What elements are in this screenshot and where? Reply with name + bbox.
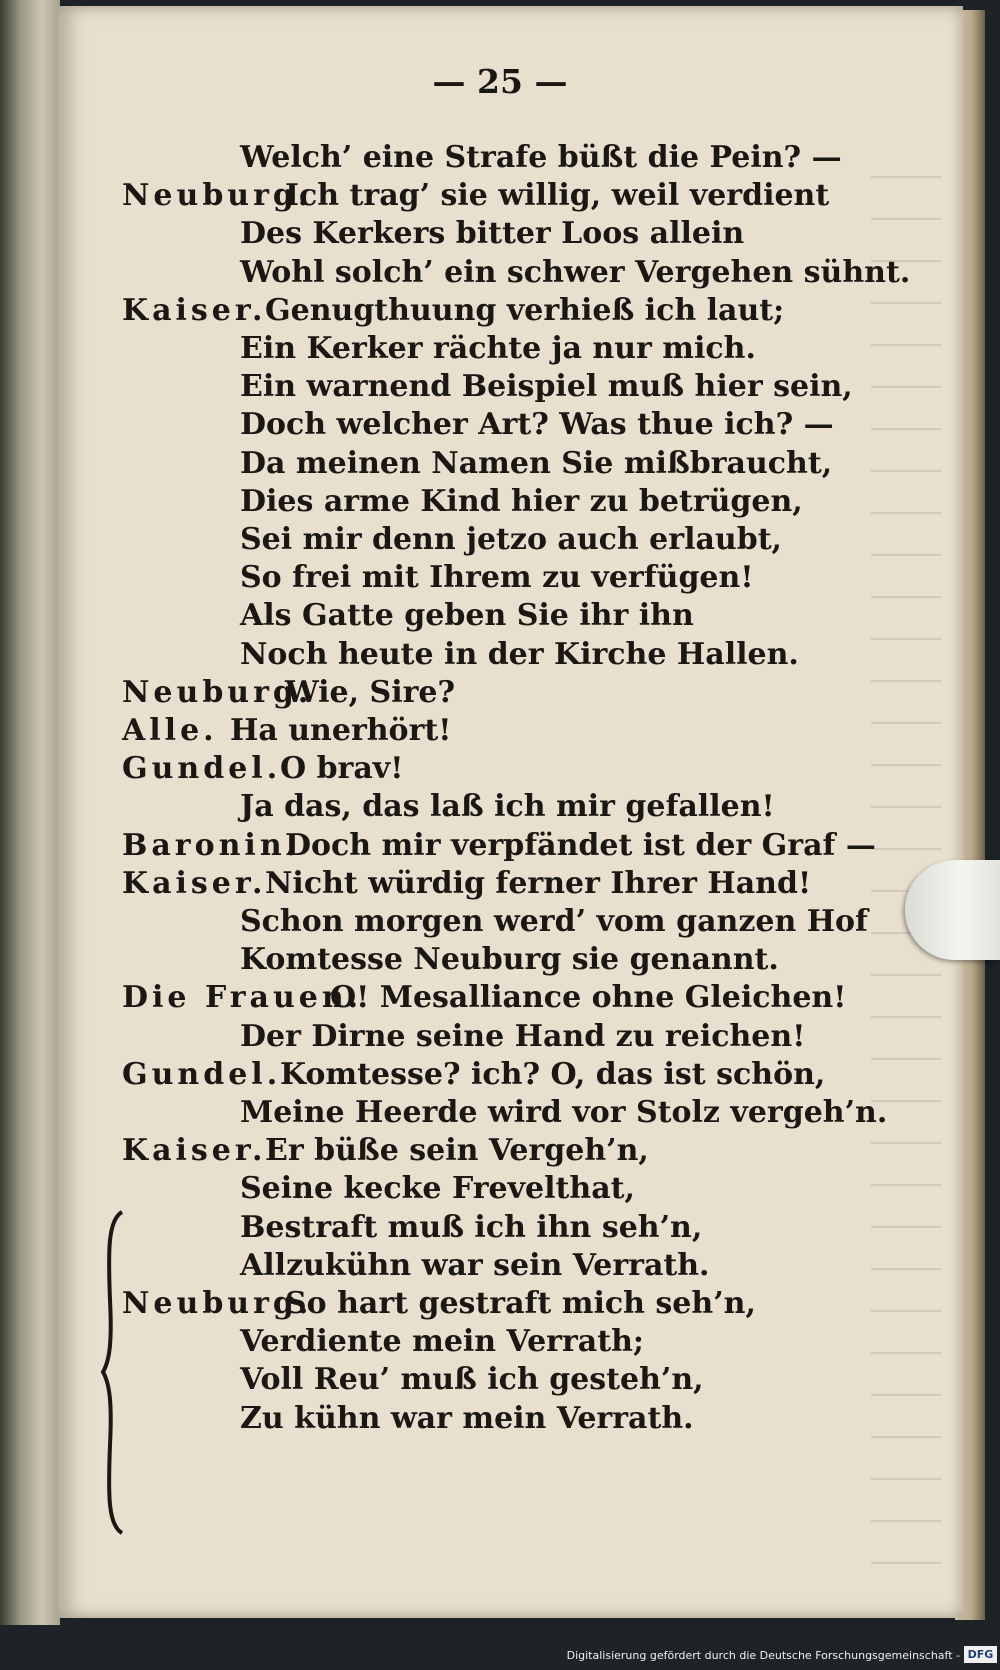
verse-text-line: Ja das, das laß ich mir gefallen! [240,789,775,825]
verse-text-line: Verdiente mein Verrath; [240,1324,644,1360]
speaker-name: Die Frauen. [122,980,363,1016]
verse-text-line: Ha unerhört! [230,713,452,748]
speaker-name: Gundel. [122,1056,282,1092]
speaker-name: Kaiser. [122,1133,267,1169]
verse-text-line: Welch’ eine Strafe büßt die Pein? — [240,140,842,175]
page-number: — 25 — [432,62,568,101]
verse-text-line: Der Dirne seine Hand zu reichen! [240,1018,806,1054]
verse-text-line: Meine Heerde wird vor Stolz vergeh’n. [240,1095,888,1130]
verse-text-line: Voll Reu’ muß ich gesteh’n, [240,1362,704,1398]
verse-text-line: Noch heute in der Kirche Hallen. [240,636,799,672]
speaker-name: Neuburg. [122,1286,313,1321]
verse-text-line: Komtesse Neuburg sie genannt. [240,942,779,978]
speaker-name: Baronin. [122,827,301,863]
verse-text-line: Sei mir denn jetzo auch erlaubt, [240,522,782,557]
previous-page-edge [0,0,60,1625]
ensemble-brace [100,1210,126,1535]
verse-text-line: O! Mesalliance ohne Gleichen! [330,980,847,1016]
speaker-name: Alle. [122,713,218,748]
verse-text-line: Zu kühn war mein Verrath. [240,1400,694,1436]
footer-bar [0,1625,1000,1670]
verse-text-line: Allzukühn war sein Verrath. [240,1247,710,1283]
speaker-name: Neuburg. [122,674,313,710]
verse-text-line: Ich trag’ sie willig, weil verdient [285,178,830,214]
verse-text-line: Wohl solch’ ein schwer Vergehen sühnt. [240,254,911,290]
verse-text-line: Ein warnend Beispiel muß hier sein, [240,369,853,405]
verse-text-line: O brav! [280,751,404,787]
page-holder-clip [905,860,1000,960]
verse-text-line: Komtesse? ich? O, das ist schön, [280,1056,826,1092]
verse-text-line: Genugthuung verhieß ich laut; [265,292,785,328]
verse-text-line: Seine kecke Frevelthat, [240,1171,635,1207]
speaker-name: Kaiser. [122,865,267,901]
speaker-name: Kaiser. [122,292,267,328]
verse-text-line: Schon morgen werd’ vom ganzen Hof [240,904,868,939]
verse-text-line: Nicht würdig ferner Ihrer Hand! [265,865,812,901]
speaker-name: Gundel. [122,751,282,787]
show-through-text [871,136,941,1566]
verse-text-line: So frei mit Ihrem zu verfügen! [240,560,754,596]
verse-text-line: So hart gestraft mich seh’n, [285,1286,756,1321]
verse-text-line: Wie, Sire? [285,674,456,710]
verse-text-line: Doch mir verpfändet ist der Graf — [285,827,876,863]
dfg-logo: DFG [964,1646,997,1663]
verse-text-line: Ein Kerker rächte ja nur mich. [240,331,756,366]
verse-text-line: Des Kerkers bitter Loos allein [240,216,745,252]
verse-text-line: Doch welcher Art? Was thue ich? — [240,407,834,443]
verse-text-line: Da meinen Namen Sie mißbraucht, [240,445,833,481]
verse-text-line: Bestraft muß ich ihn seh’n, [240,1209,703,1245]
verse-text-line: Er büße sein Vergeh’n, [265,1133,649,1169]
verse-text-line: Dies arme Kind hier zu betrügen, [240,483,803,519]
verse-text-line: Als Gatte geben Sie ihr ihn [240,598,694,634]
speaker-name: Neuburg. [122,178,313,214]
digitization-credit: Digitalisierung gefördert durch die Deutsche Forschungsgemeinschaft - [566,1649,960,1662]
